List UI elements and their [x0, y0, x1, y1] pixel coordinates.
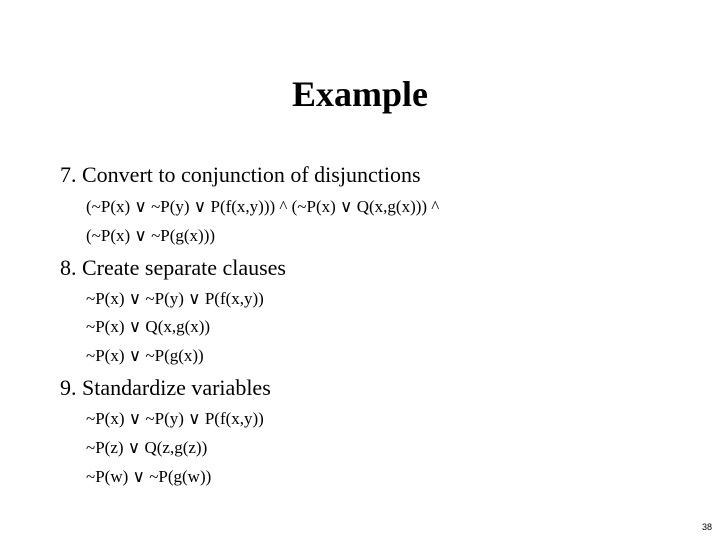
- step-7-heading: 7. Convert to conjunction of disjunctions: [60, 162, 421, 187]
- page-number: 38: [701, 522, 712, 532]
- step-9-clause-1: ~P(x) ∨ ~P(y) ∨ P(f(x,y)): [86, 409, 264, 428]
- step-8-heading: 8. Create separate clauses: [60, 255, 286, 280]
- step-8-clause-1: ~P(x) ∨ ~P(y) ∨ P(f(x,y)): [86, 289, 264, 308]
- step-8-clause-2: ~P(x) ∨ Q(x,g(x)): [86, 317, 211, 336]
- step-9-clause-3: ~P(w) ∨ ~P(g(w)): [86, 467, 212, 486]
- slide-title: Example: [291, 74, 428, 114]
- step-9-heading: 9. Standardize variables: [60, 375, 271, 400]
- step-7-line-2: (~P(x) ∨ ~P(g(x))): [86, 226, 216, 245]
- step-8-clause-3: ~P(x) ∨ ~P(g(x)): [86, 346, 204, 365]
- step-7-line-1: (~P(x) ∨ ~P(y) ∨ P(f(x,y))) ^ (~P(x) ∨ Q(x,g(x))) ^: [86, 197, 440, 216]
- step-9-clause-2: ~P(z) ∨ Q(z,g(z)): [86, 438, 208, 457]
